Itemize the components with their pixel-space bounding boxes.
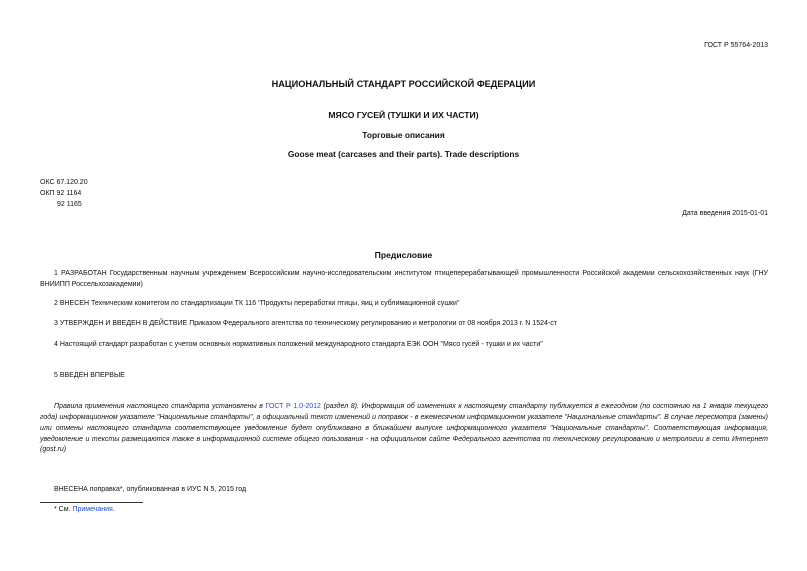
document-id: ГОСТ Р 55764-2013 <box>704 42 768 49</box>
footnote <box>54 505 115 515</box>
preface-item-5: 5 ВВЕДЕН ВПЕРВЫЕ <box>54 372 125 379</box>
application-rules-paragraph <box>40 402 768 456</box>
preface-item-1: 1 РАЗРАБОТАН Государственным научным учреждением Всероссийским научно-исследовательским институтом птицеперерабатывающей промышленности Российской академии сельскохозяйственных наук (ГНУ ВНИИПП Россельхозакадемии) <box>40 270 768 288</box>
preface-item-4: 4 Настоящий стандарт разработан с учетом основных нормативных положений международного стандарта ЕЭК ООН "Мясо гусей - тушки и их части" <box>54 341 543 348</box>
preface-heading: Предисловие <box>374 250 433 260</box>
footnote-suffix: . <box>112 506 115 513</box>
preface-item-2: 2 ВНЕСЕН Техническим комитетом по стандартизации ТК 116 "Продукты переработки птицы, яиц и сублимационной сушки" <box>54 300 460 307</box>
standard-subtitle: МЯСО ГУСЕЙ (ТУШКИ И ИХ ЧАСТИ) <box>328 110 479 120</box>
preface-item-3: 3 УТВЕРЖДЕН И ВВЕДЕН В ДЕЙСТВИЕ Приказом Федерального агентства по техническому регулированию и метрологии от 08 ноября 2013 г. N 1524-ст <box>54 320 557 327</box>
english-title: Goose meat (carcases and their parts). Trade descriptions <box>287 149 520 159</box>
okp-code-1: ОКП 92 1164 <box>40 189 82 197</box>
gost-reference-link[interactable]: ГОСТ Р 1.0-2012 <box>265 403 321 410</box>
oks-code: ОКС 67.120.20 <box>40 179 88 186</box>
introduction-date: Дата введения 2015-01-01 <box>682 210 768 217</box>
okp-code-2: 92 1165 <box>57 200 82 208</box>
footnote-prefix: * См. <box>54 506 73 513</box>
amendment-note: ВНЕСЕНА поправка*, опубликованная в ИУС N 5, 2015 год <box>54 486 247 493</box>
notes-link[interactable]: Примечания <box>72 506 113 513</box>
rules-text-start: Правила применения настоящего стандарта установлены в <box>54 403 266 410</box>
footnote-divider <box>40 502 143 503</box>
classification-codes <box>40 178 88 211</box>
standard-type: Торговые описания <box>362 130 445 140</box>
standard-title: НАЦИОНАЛЬНЫЙ СТАНДАРТ РОССИЙСКОЙ ФЕДЕРАЦИИ <box>271 79 536 89</box>
rules-text-end: (раздел 8). Информация об изменениях к настоящему стандарту публикуется в ежегодном (по состоянию на 1 января текущего года) информационном указателе "Национальные стандарты", а официальный текст изменений и поправок - в ежемесячном информационном указателе "Национальные стандарты". В случае пересмотра (замены) или отмены настоящего стандарта соответствующее уведомление будет опубликовано в ближайшем выпуске информационного указателя "Национальные стандарты". Соответствующая информация, уведомление и тексты размещаются также в информационной системе общего пользования - на официальном сайте Федерального агентства по техническому регулированию и метрологии в сети Интернет (gost.ru) <box>40 403 768 454</box>
